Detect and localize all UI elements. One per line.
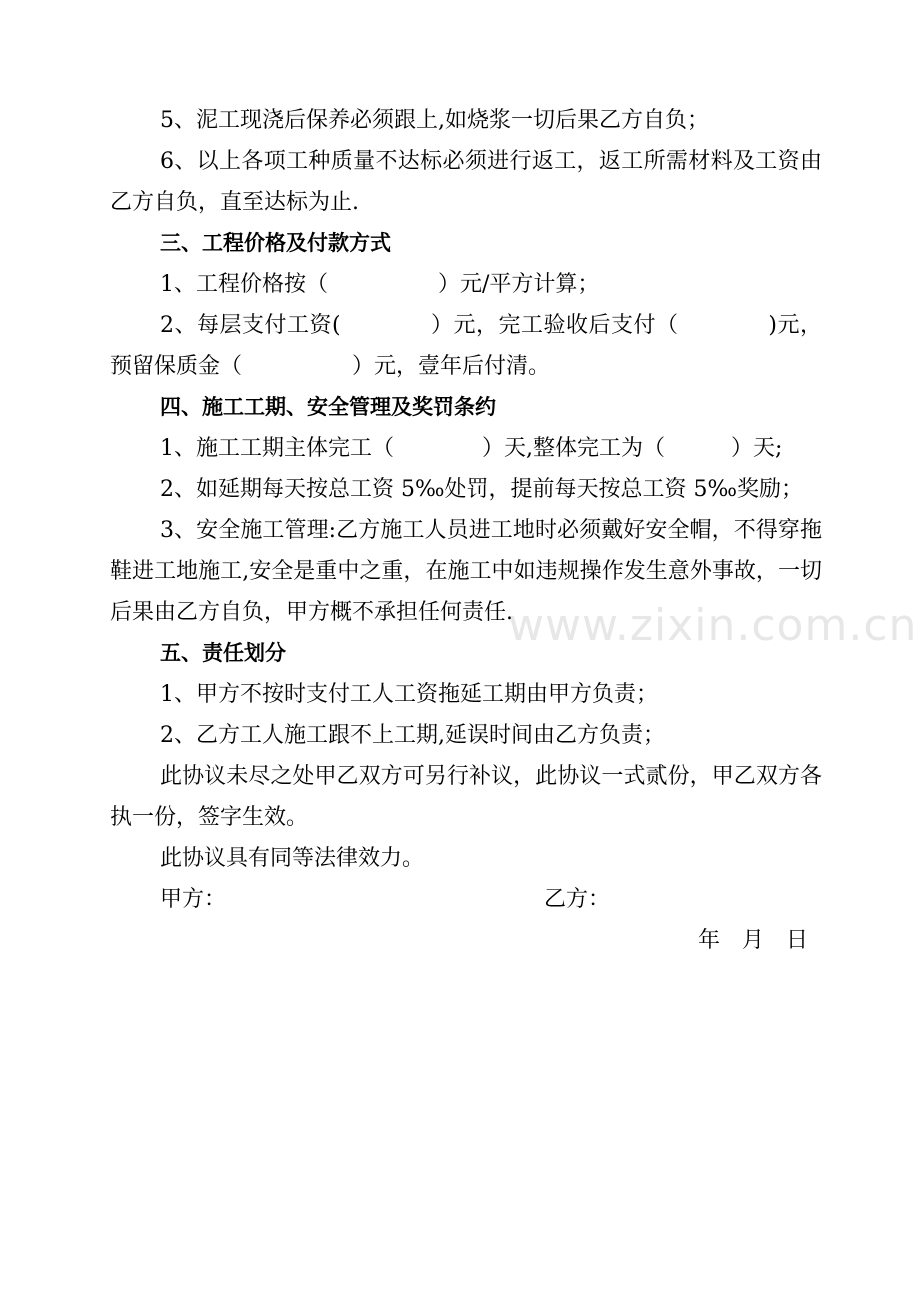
date-line: 年 月 日: [697, 928, 808, 953]
body-paragraph: 5、泥工现浇后保养必须跟上,如烧浆一切后果乙方自负；: [160, 108, 709, 133]
body-paragraph: 1、甲方不按时支付工人工资拖延工期由甲方负责；: [160, 682, 658, 707]
party-b-signature-label: 乙方：: [544, 887, 611, 912]
document-body: [110, 100, 822, 879]
body-paragraph: 6、以上各项工种质量不达标必须进行返工，返工所需材料及工资由乙方自负，直至达标为止.: [110, 149, 822, 215]
body-paragraph: 2、如延期每天按总工资 5‰处罚，提前每天按总工资 5‰奖励；: [160, 477, 804, 502]
body-paragraph: 此协议具有同等法律效力。: [160, 846, 425, 871]
body-paragraph: 2、每层支付工资( ）元，完工验收后支付（ )元，预留保质金（ ）元，壹年后付清。: [110, 313, 822, 379]
party-a-signature-label: 甲方：: [160, 887, 227, 912]
watermark: www.zixin.com.cn: [508, 600, 918, 651]
section-heading: 三、工程价格及付款方式: [160, 231, 391, 255]
body-paragraph: 2、乙方工人施工跟不上工期,延误时间由乙方负责；: [160, 723, 665, 748]
body-paragraph: 3、安全施工管理:乙方施工人员进工地时必须戴好安全帽，不得穿拖鞋进工地施工,安全是重中之重，在施工中如违规操作发生意外事故，一切后果由乙方自负，甲方概不承担任何责任.: [110, 518, 822, 625]
section-heading: 五、责任划分: [160, 641, 286, 665]
section-heading: 四、施工工期、安全管理及奖罚条约: [160, 395, 496, 419]
body-paragraph: 1、施工工期主体完工（ ）天,整体完工为（ ）天;: [160, 436, 783, 461]
signature-row: [110, 879, 822, 920]
document-page: [110, 100, 822, 961]
body-paragraph: 此协议未尽之处甲乙双方可另行补议，此协议一式贰份，甲乙双方各执一份，签字生效。: [110, 764, 822, 830]
body-paragraph: 1、工程价格按（ ）元/平方计算；: [160, 272, 600, 297]
